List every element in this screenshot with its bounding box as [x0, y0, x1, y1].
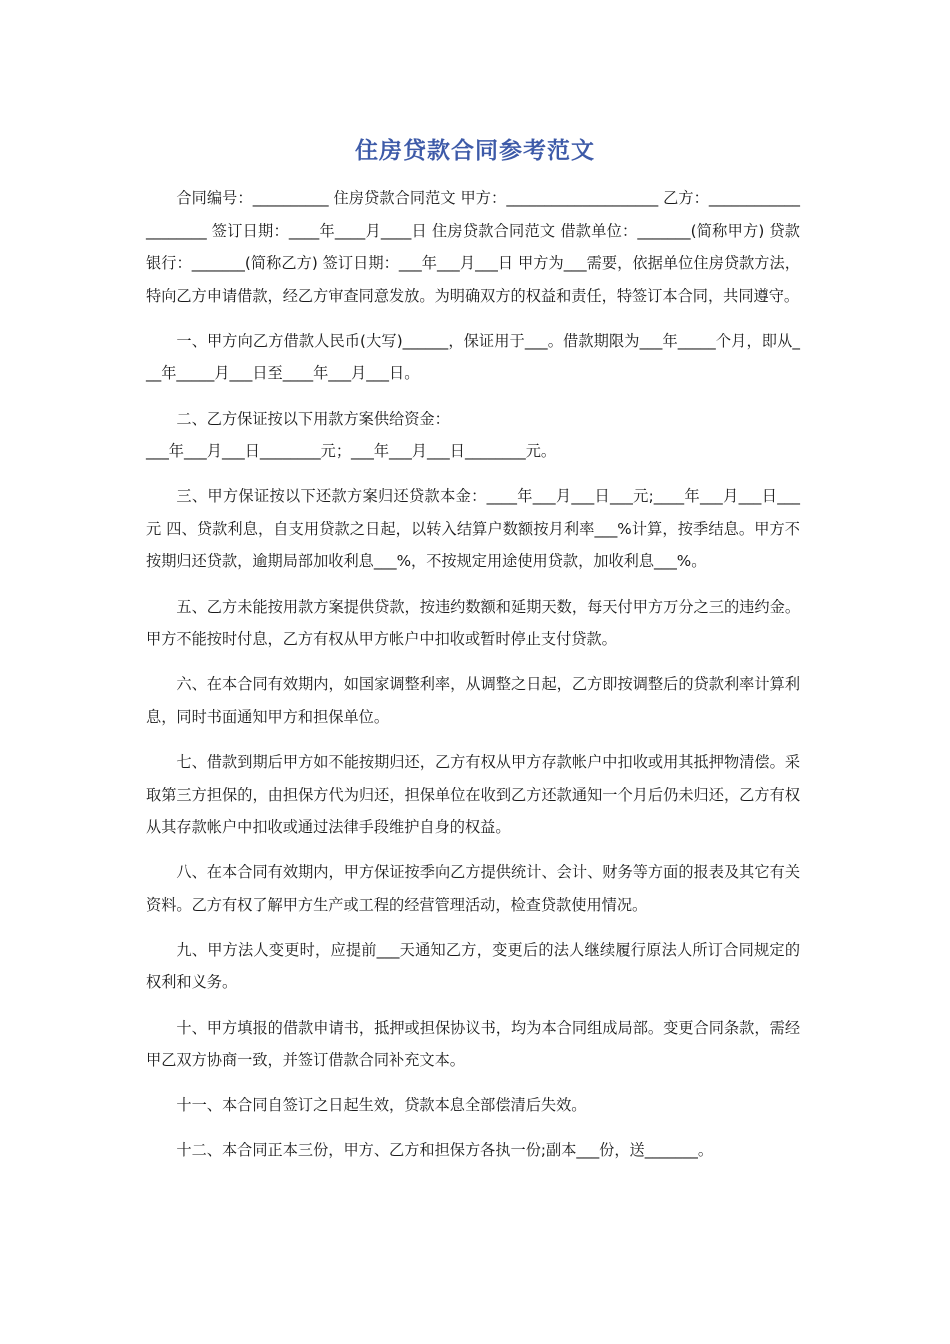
- paragraph-clause-11: 十一、本合同自签订之日起生效，贷款本息全部偿清后失效。: [176, 1096, 587, 1115]
- paragraph-clause-6: 六、在本合同有效期内，如国家调整利率，从调整之日起，乙方即按调整后的贷款利率计算利息，同时书面通知甲方和担保单位。: [146, 675, 800, 726]
- paragraph-clause-7: 七、借款到期后甲方如不能按期归还，乙方有权从甲方存款帐户中扣收或用其抵押物清偿。采取第三方担保的，由担保方代为归还，担保单位在收到乙方还款通知一个月后仍未归还，乙方有权从其存款帐户中扣收或通过法律手段维护自身的权益。: [146, 752, 800, 837]
- paragraph-preamble: 合同编号：__________ 住房贷款合同范文 甲方：____________________ 乙方：____________________ 签订日期：____年____月____日 住房贷款合同范文 借款单位：_______(简称甲方) 贷款银行：_______(简称乙方) 签订日期：___年___月___日 甲方为___需要，依据单位住房贷款方法，特向乙方申请借款，经乙方审查同意发放。为明确双方的权益和责任，特签订本合同，共同遵守。: [146, 189, 800, 305]
- paragraph-clause-12: 十二、本合同正本三份，甲方、乙方和担保方各执一份;副本___份，送_______。: [176, 1141, 714, 1160]
- document-title: 住房贷款合同参考范文: [355, 138, 595, 164]
- paragraph-clause-10: 十、甲方填报的借款申请书，抵押或担保协议书，均为本合同组成局部。变更合同条款，需经甲乙双方协商一致，并签订借款合同补充文本。: [146, 1018, 800, 1070]
- paragraph-clause-2: [146, 403, 800, 468]
- clause-2-heading: 二、乙方保证按以下用款方案供给资金：: [176, 409, 450, 428]
- paragraph-clause-1: 一、甲方向乙方借款人民币(大写)______，保证用于___。借款期限为___年_____个月，即从___年_____月___日至____年___月___日。: [146, 331, 800, 383]
- clause-2-schedule: ___年___月___日________元；___年___月___日________元。: [146, 442, 557, 461]
- document-body: [146, 182, 800, 1179]
- paragraph-clause-5: 五、乙方未能按用款方案提供贷款，按违约数额和延期天数，每天付甲方万分之三的违约金。甲方不能按时付息，乙方有权从甲方帐户中扣收或暂时停止支付贷款。: [146, 597, 800, 649]
- paragraph-clause-9: 九、甲方法人变更时，应提前___天通知乙方，变更后的法人继续履行原法人所订合同规定的权利和义务。: [146, 940, 800, 992]
- paragraph-clause-3-4: 三、甲方保证按以下还款方案归还贷款本金：____年___月___日___元;____年___月___日___元 四、贷款利息，自支用贷款之日起，以转入结算户数额按月利率___%计算，按季结息。甲方不按期归还贷款，逾期局部加收利息___%，不按规定用途使用贷款，加收利息___%。: [146, 487, 800, 571]
- paragraph-clause-8: 八、在本合同有效期内，甲方保证按季向乙方提供统计、会计、财务等方面的报表及其它有关资料。乙方有权了解甲方生产或工程的经营管理活动，检查贷款使用情况。: [146, 863, 800, 914]
